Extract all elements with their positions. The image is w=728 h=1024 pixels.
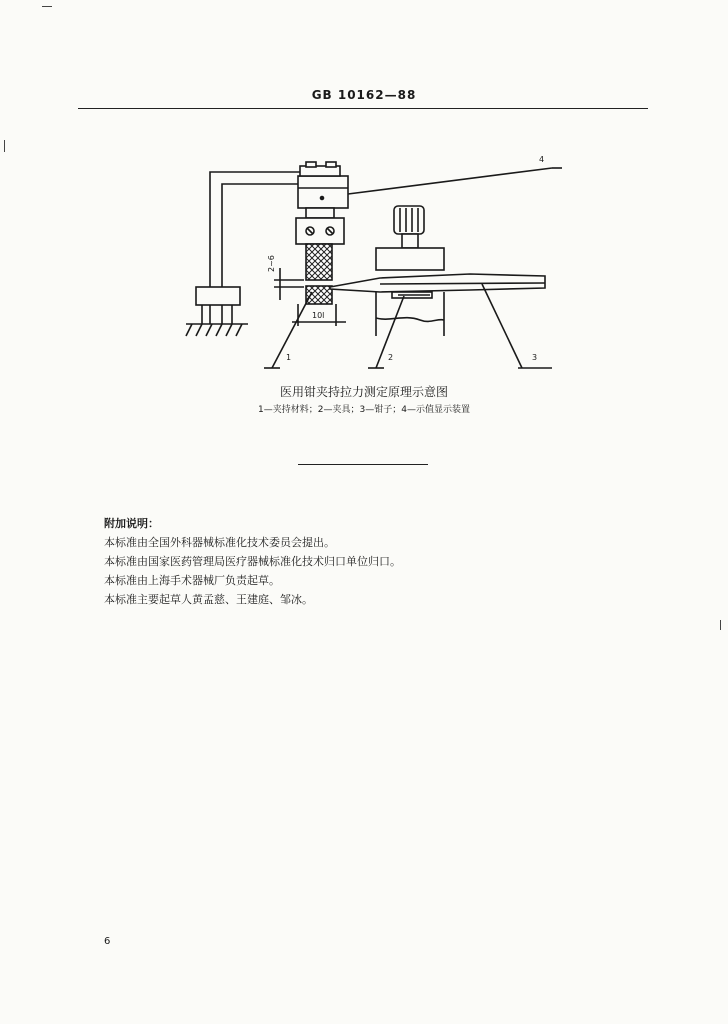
callout-3: 3 [532, 353, 538, 362]
forceps-holder-upper [376, 248, 444, 270]
notes-title: 附加说明： [104, 517, 159, 530]
callout-4: 4 [539, 155, 545, 164]
fixture-clamp [296, 218, 344, 244]
test-principle-figure [0, 0, 728, 400]
leader-1 [272, 292, 312, 368]
page-number: 6 [104, 936, 111, 947]
leader-4 [348, 168, 552, 194]
leader-3 [482, 284, 522, 368]
standard-code: GB 10162—88 [311, 88, 417, 102]
dimension-10: 10l [312, 311, 325, 320]
figure-title: 医用钳夹持拉力测定原理示意图 [279, 385, 448, 399]
section-rule [298, 464, 428, 465]
ground-hatch [186, 324, 248, 336]
callout-2: 2 [388, 353, 394, 362]
note-line: 本标准由全国外科器械标准化技术委员会提出。 [104, 536, 335, 549]
scan-mark [720, 620, 721, 630]
forceps-knob [394, 206, 424, 234]
dimension-2-6: 2~6 [267, 255, 276, 272]
clamping-material [306, 244, 332, 280]
stand-base-block [196, 287, 240, 305]
note-line: 本标准由国家医药管理局医疗器械标准化技术归口单位归口。 [104, 555, 401, 568]
callout-1: 1 [286, 353, 292, 362]
additional-notes [104, 514, 624, 609]
scan-mark [4, 140, 5, 152]
scan-mark [42, 6, 52, 7]
note-line: 本标准主要起草人黄孟慈、王建庭、邹冰。 [104, 593, 313, 606]
figure-legend: 1—夹持材料；2—夹具；3—钳子；4—示值显示装置 [258, 405, 470, 415]
indicator-device [298, 176, 348, 208]
note-line: 本标准由上海手术器械厂负责起草。 [104, 574, 280, 587]
